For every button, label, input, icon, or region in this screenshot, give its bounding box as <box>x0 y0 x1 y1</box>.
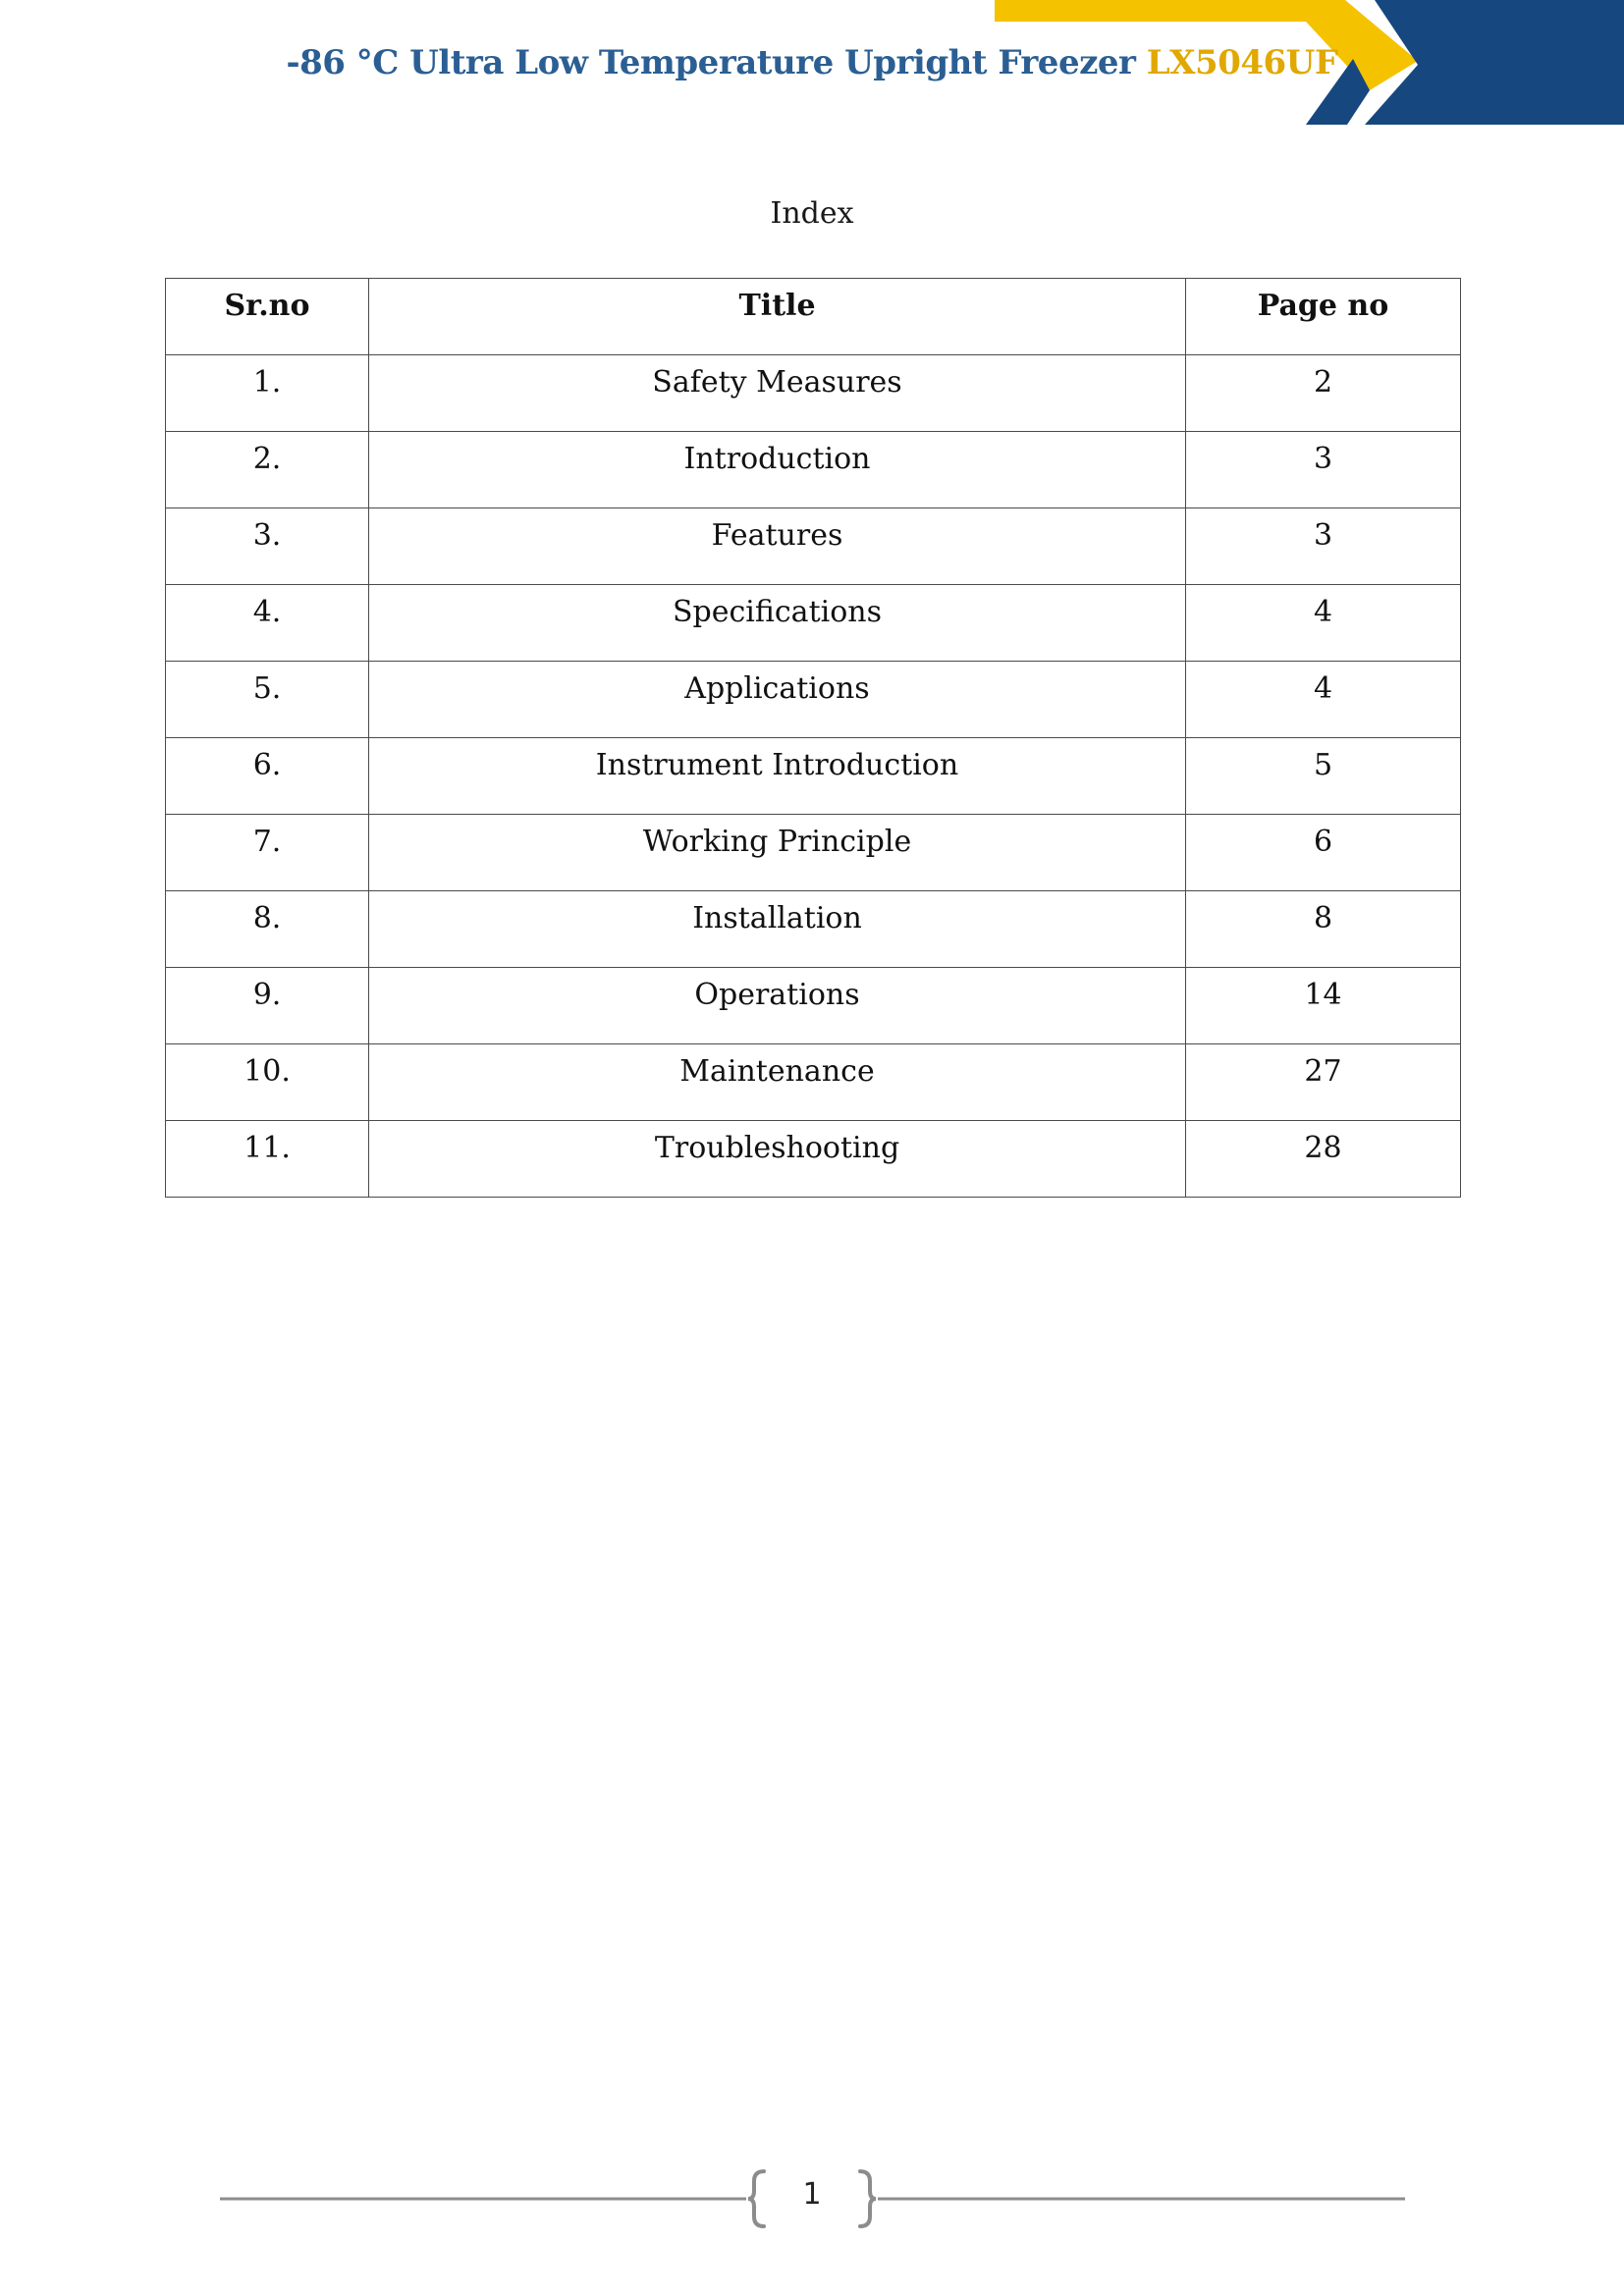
header-title: Title <box>369 279 1186 355</box>
table-row <box>166 738 1461 815</box>
cell-title: Introduction <box>369 432 1186 508</box>
cell-title: Working Principle <box>369 815 1186 891</box>
page-number: 1 <box>802 2177 822 2212</box>
document-header-title <box>0 43 1624 82</box>
cell-title: Safety Measures <box>369 355 1186 432</box>
table-row <box>166 432 1461 508</box>
cell-title: Troubleshooting <box>369 1121 1186 1198</box>
cell-page-no: 27 <box>1186 1044 1461 1121</box>
cell-srno: 10. <box>166 1044 369 1121</box>
cell-page-no: 14 <box>1186 968 1461 1044</box>
header-model-number: LX5046UF <box>1146 43 1338 82</box>
cell-title: Operations <box>369 968 1186 1044</box>
table-row <box>166 355 1461 432</box>
index-heading: Index <box>770 196 854 231</box>
cell-srno: 11. <box>166 1121 369 1198</box>
cell-page-no: 28 <box>1186 1121 1461 1198</box>
cell-srno: 5. <box>166 662 369 738</box>
table-row <box>166 585 1461 662</box>
cell-title: Specifications <box>369 585 1186 662</box>
cell-title: Instrument Introduction <box>369 738 1186 815</box>
header-title-main: -86 °C Ultra Low Temperature Upright Freezer <box>286 43 1136 82</box>
cell-page-no: 8 <box>1186 891 1461 968</box>
footer-left-brace-icon <box>748 2171 764 2226</box>
cell-page-no: 5 <box>1186 738 1461 815</box>
cell-srno: 9. <box>166 968 369 1044</box>
cell-title: Maintenance <box>369 1044 1186 1121</box>
table-row <box>166 1044 1461 1121</box>
cell-srno: 3. <box>166 508 369 585</box>
cell-srno: 4. <box>166 585 369 662</box>
cell-srno: 6. <box>166 738 369 815</box>
footer-right-brace-icon <box>860 2171 876 2226</box>
cell-page-no: 3 <box>1186 432 1461 508</box>
table-row <box>166 508 1461 585</box>
index-table <box>165 278 1461 1198</box>
table-header-row <box>166 279 1461 355</box>
cell-title: Features <box>369 508 1186 585</box>
cell-page-no: 4 <box>1186 662 1461 738</box>
cell-page-no: 4 <box>1186 585 1461 662</box>
table-row <box>166 1121 1461 1198</box>
header-srno: Sr.no <box>166 279 369 355</box>
cell-title: Installation <box>369 891 1186 968</box>
cell-title: Applications <box>369 662 1186 738</box>
cell-page-no: 3 <box>1186 508 1461 585</box>
cell-srno: 7. <box>166 815 369 891</box>
cell-page-no: 2 <box>1186 355 1461 432</box>
cell-srno: 8. <box>166 891 369 968</box>
cell-page-no: 6 <box>1186 815 1461 891</box>
table-row <box>166 662 1461 738</box>
cell-srno: 2. <box>166 432 369 508</box>
table-row <box>166 891 1461 968</box>
table-row <box>166 968 1461 1044</box>
cell-srno: 1. <box>166 355 369 432</box>
header-page-no: Page no <box>1186 279 1461 355</box>
table-row <box>166 815 1461 891</box>
